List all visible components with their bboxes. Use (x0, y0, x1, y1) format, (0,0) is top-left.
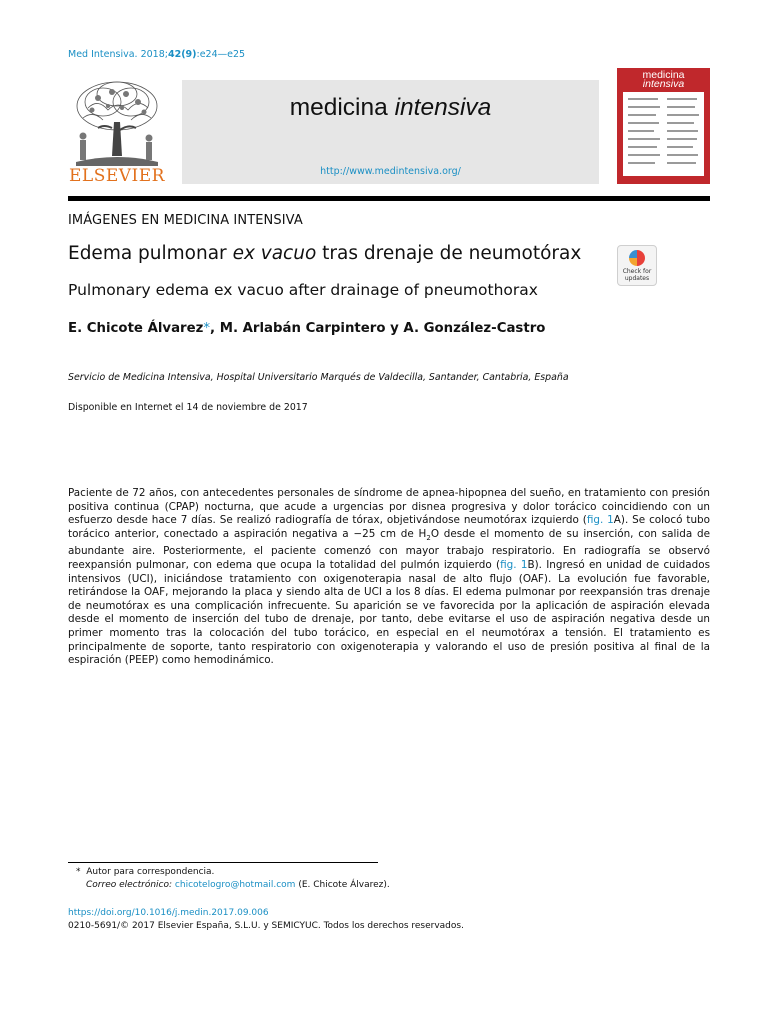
availability-date: Disponible en Internet el 14 de noviembre de 2017 (68, 402, 308, 413)
footnote-email (86, 880, 390, 890)
author-first: E. Chicote Álvarez (68, 321, 204, 336)
publisher-name: ELSEVIER (69, 166, 165, 186)
cover-title (617, 71, 710, 89)
figure-1-link-a[interactable]: fig. 1 (586, 514, 614, 527)
email-link[interactable]: chicotelogro@hotmail.com (174, 880, 296, 890)
journal-masthead (182, 80, 599, 184)
title-es-part3: tras drenaje de neumotórax (316, 243, 582, 264)
body-text-4: B). Ingresó en unidad de cuidados intensivos (UCI), iniciándose tratamiento con oxigenoterapia nasal de alto flujo (OAF). La evolución fue favorable, retirándose la OAF, mejorando la placa y siendo alta de UCI a los 8 días. El edema pulmonar por reexpansión tras drenaje de neumotórax es una complicación infrecuente. Su aparición se ve favorecida por la aplicación de aspiración elevada desde el momento de inserción del tubo de drenaje, por tanto, debe evitarse el uso de aspiración negativa desde un primer momento tras la colocación del tubo torácico, en especial en el neumotórax a tensión. El tratamiento es principalmente de soporte, tanto respiratorio con oxigenoterapia y valorando el uso de presión positiva al final de la espiración (PEEP) como hemodinámico. (68, 559, 710, 667)
citation-journal: Med Intensiva. (68, 49, 138, 60)
citation-pages: :e24—e25 (196, 49, 246, 60)
figure-1-link-b[interactable]: fig. 1 (500, 559, 528, 572)
journal-name (182, 94, 599, 122)
doi-link[interactable]: https://doi.org/10.1016/j.medin.2017.09.006 (68, 908, 269, 918)
body-text-2: A). Se colocó tubo torácico anterior, conectado a aspiración negativa a −25 cm de H (68, 514, 710, 540)
email-suffix: (E. Chicote Álvarez). (298, 880, 390, 890)
author-list (68, 321, 545, 336)
body-text-3: O desde el momento de su inserción, con salida de abundante aire. Posteriormente, el paciente comenzó con mayor trabajo respiratorio. En radiografía se observó reexpansión pulmonar, con edema que ocupa la totalidad del pulmón izquierdo ( (68, 527, 710, 572)
body-text-1: Paciente de 72 años, con antecedentes personales de síndrome de apnea-hipopnea del sueño, en tratamiento con presión positiva continua (CPAP) nocturna, que acude a urgencias por disnea progresiva y dolor torácico coincidiendo con un esfuerzo desde hace 7 días. Se realizó radiografía de tórax, objetivándose neumotórax izquierdo ( (68, 487, 710, 527)
check-for-updates-label: Check for updates (622, 268, 652, 282)
citation[interactable] (68, 49, 245, 60)
citation-volume: 42(9) (167, 49, 197, 60)
cover-contents-panel (623, 92, 704, 176)
journal-name-part2: intensiva (394, 94, 492, 121)
footnote-label: Autor para correspondencia. (86, 867, 215, 877)
corresponding-author-marker[interactable]: * (203, 321, 211, 336)
email-label: Correo electrónico: (86, 880, 173, 890)
footnote-rule (68, 862, 378, 863)
journal-cover-thumbnail (617, 68, 710, 184)
author-rest: , M. Arlabán Carpintero y A. González-Castro (210, 321, 546, 336)
journal-name-part1: medicina (289, 94, 388, 121)
journal-url-link[interactable]: http://www.medintensiva.org/ (320, 166, 461, 177)
check-for-updates-badge[interactable] (617, 245, 657, 286)
title-spanish (68, 243, 581, 264)
footnote-marker: * (76, 867, 81, 877)
body-subscript: 2 (426, 533, 431, 542)
check-for-updates-icon (629, 250, 645, 266)
title-english: Pulmonary edema ex vacuo after drainage of pneumothorax (68, 281, 538, 299)
affiliation: Servicio de Medicina Intensiva, Hospital Universitario Marqués de Valdecilla, Santander, Cantabria, España (68, 372, 569, 383)
cover-title-part2: intensiva (642, 78, 685, 90)
article-body (68, 487, 710, 668)
citation-year: 2018; (140, 49, 168, 60)
header-rule (68, 196, 710, 201)
section-label: IMÁGENES EN MEDICINA INTENSIVA (68, 213, 303, 228)
title-es-part1: Edema pulmonar (68, 243, 233, 264)
copyright: 0210-5691/© 2017 Elsevier España, S.L.U. y SEMICYUC. Todos los derechos reservados. (68, 921, 464, 931)
cover-title-part1: medicina (642, 69, 685, 81)
footnote-corresponding (76, 867, 214, 877)
title-es-italic: ex vacuo (232, 243, 317, 264)
